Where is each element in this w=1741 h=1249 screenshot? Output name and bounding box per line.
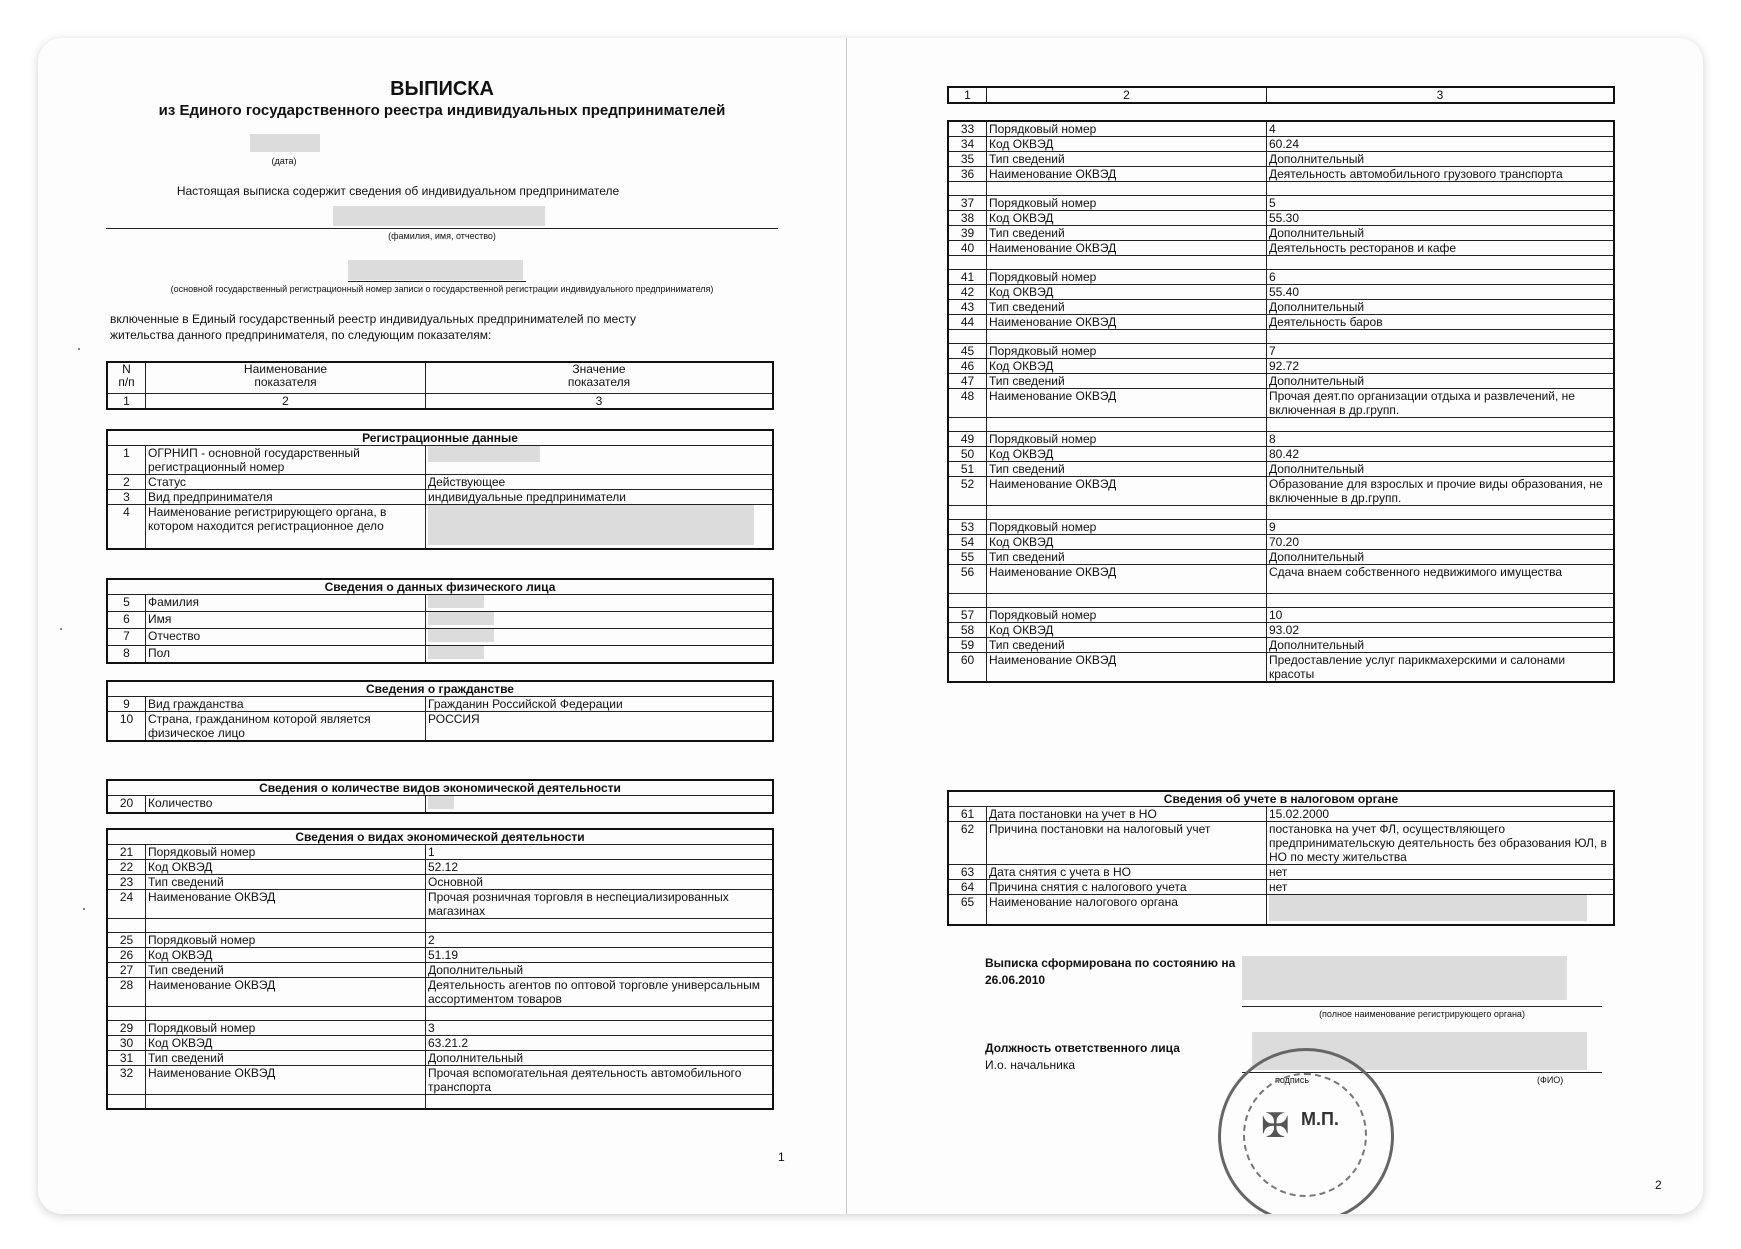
- blank-row: [107, 1007, 773, 1021]
- registrar-line: [1242, 1006, 1602, 1007]
- included-line-1: включенные в Единый государственный реестр индивидуальных предпринимателей по месту: [110, 312, 636, 326]
- table-row: 56 Наименование ОКВЭД Сдача внаем собственного недвижимого имущества: [948, 565, 1614, 594]
- eagle-emblem-icon: ✠: [1261, 1107, 1290, 1145]
- redacted-registrar-name: [1242, 956, 1567, 1000]
- table-row: 23 Тип сведений Основной: [107, 875, 773, 890]
- page-1: [38, 38, 846, 1214]
- table-row: 44 Наименование ОКВЭД Деятельность баров: [948, 315, 1614, 330]
- tax-table: [947, 790, 1615, 926]
- date-caption: (дата): [271, 156, 297, 166]
- redacted-gender: [428, 646, 484, 659]
- table-row: 35 Тип сведений Дополнительный: [948, 152, 1614, 167]
- table-row: 59 Тип сведений Дополнительный: [948, 638, 1614, 653]
- fio-line: [106, 228, 778, 229]
- fio-caption-2: (ФИО): [1537, 1075, 1564, 1085]
- table-row: 31 Тип сведений Дополнительный: [107, 1051, 773, 1066]
- table-row: 64 Причина снятия с налогового учета нет: [948, 880, 1614, 895]
- blank-row: [948, 418, 1614, 432]
- blank-row: [948, 594, 1614, 608]
- header-table: [106, 361, 774, 410]
- table-row: 57 Порядковый номер 10: [948, 608, 1614, 623]
- fio-caption: (фамилия, имя, отчество): [388, 231, 496, 241]
- citizenship-title: Сведения о гражданстве: [107, 681, 773, 697]
- table-row: 34 Код ОКВЭД 60.24: [948, 137, 1614, 152]
- redacted-patronymic: [428, 629, 494, 642]
- table-row: 40 Наименование ОКВЭД Деятельность ресторанов и кафе: [948, 241, 1614, 256]
- page2-header-table: 1 2 3: [947, 86, 1615, 104]
- table-row: 46 Код ОКВЭД 92.72: [948, 359, 1614, 374]
- formed-line-1: Выписка сформирована по состоянию на: [985, 956, 1236, 970]
- page2-activities-table: [947, 120, 1615, 683]
- col3-header: Значение показателя: [426, 362, 774, 394]
- table-row: 45 Порядковый номер 7: [948, 344, 1614, 359]
- doc-title: ВЫПИСКА: [390, 78, 494, 100]
- table-row: 41 Порядковый номер 6: [948, 270, 1614, 285]
- activities-table: [106, 828, 774, 1110]
- ogrnip-caption: (основной государственный регистрационный номер записи о государственной регистрации индивидуального предпринимателя): [170, 284, 714, 294]
- citizenship-table: [106, 680, 774, 742]
- redacted-fio: [333, 206, 545, 226]
- table-row: 4 Наименование регистрирующего органа, в котором находится регистрационное дело: [107, 505, 773, 550]
- registration-title: Регистрационные данные: [107, 430, 773, 446]
- table-row: 6 Имя: [107, 612, 773, 629]
- blank-row: [948, 506, 1614, 520]
- tax-title: Сведения об учете в налоговом органе: [948, 791, 1614, 807]
- table-row: 5 Фамилия: [107, 595, 773, 612]
- table-row: 51 Тип сведений Дополнительный: [948, 462, 1614, 477]
- col3-number: 3: [426, 394, 774, 410]
- table-row: 3 Вид предпринимателя индивидуальные предприниматели: [107, 490, 773, 505]
- blank-row: [107, 1095, 773, 1110]
- table-row: 27 Тип сведений Дополнительный: [107, 963, 773, 978]
- official-value: И.о. начальника: [985, 1058, 1076, 1072]
- table-row: 21 Порядковый номер 1: [107, 845, 773, 860]
- table-row: 50 Код ОКВЭД 80.42: [948, 447, 1614, 462]
- redacted-ogrnip: [348, 260, 523, 280]
- table-row: 9 Вид гражданства Гражданин Российской Федерации: [107, 697, 773, 712]
- blank-row: [948, 330, 1614, 344]
- table-row: 47 Тип сведений Дополнительный: [948, 374, 1614, 389]
- table-row: 25 Порядковый номер 2: [107, 933, 773, 948]
- blank-row: [948, 256, 1614, 270]
- document-spread: [38, 38, 1703, 1214]
- included-line-2: жительства данного предпринимателя, по следующим показателям:: [110, 328, 492, 342]
- table-row: 26 Код ОКВЭД 51.19: [107, 948, 773, 963]
- table-row: 49 Порядковый номер 8: [948, 432, 1614, 447]
- col1-number: 1: [107, 394, 146, 410]
- redacted-count: [428, 796, 454, 809]
- table-row: 2 Статус Действующее: [107, 475, 773, 490]
- table-row: 24 Наименование ОКВЭД Прочая розничная торговля в неспециализированных магазинах: [107, 890, 773, 919]
- redacted-tax-authority: [1269, 895, 1587, 921]
- table-row: 20 Количество: [107, 796, 773, 814]
- table-row: 38 Код ОКВЭД 55.30: [948, 211, 1614, 226]
- ogrnip-line: [348, 281, 526, 282]
- table-row: 58 Код ОКВЭД 93.02: [948, 623, 1614, 638]
- stamp-label: М.П.: [1301, 1109, 1339, 1129]
- activity-count-title: Сведения о количестве видов экономической деятельности: [107, 780, 773, 796]
- redacted-name: [428, 612, 494, 625]
- table-row: 32 Наименование ОКВЭД Прочая вспомогательная деятельность автомобильного транспорта: [107, 1066, 773, 1095]
- registrar-caption: (полное наименование регистрирующего органа): [1319, 1009, 1525, 1019]
- table-row: 39 Тип сведений Дополнительный: [948, 226, 1614, 241]
- blank-row: [948, 182, 1614, 196]
- table-row: 42 Код ОКВЭД 55.40: [948, 285, 1614, 300]
- table-row: 60 Наименование ОКВЭД Предоставление услуг парикмахерскими и салонами красоты: [948, 653, 1614, 683]
- activity-count-table: [106, 779, 774, 814]
- table-row: 8 Пол: [107, 646, 773, 664]
- table-row: 29 Порядковый номер 3: [107, 1021, 773, 1036]
- table-row: 30 Код ОКВЭД 63.21.2: [107, 1036, 773, 1051]
- col2-header: Наименование показателя: [146, 362, 426, 394]
- table-row: 53 Порядковый номер 9: [948, 520, 1614, 535]
- table-row: 28 Наименование ОКВЭД Деятельность агентов по оптовой торговле универсальным ассортиментом товаров: [107, 978, 773, 1007]
- table-row: 63 Дата снятия с учета в НО нет: [948, 865, 1614, 880]
- redacted-surname: [428, 595, 484, 608]
- table-row: 1 ОГРНИП - основной государственный регистрационный номер: [107, 446, 773, 475]
- registration-table: [106, 429, 774, 550]
- table-row: 22 Код ОКВЭД 52.12: [107, 860, 773, 875]
- table-row: 48 Наименование ОКВЭД Прочая деят.по организации отдыха и развлечений, не включенная в др.групп.: [948, 389, 1614, 418]
- table-row: 10 Страна, гражданином которой является физическое лицо РОССИЯ: [107, 712, 773, 742]
- official-label: Должность ответственного лица: [985, 1041, 1180, 1055]
- table-row: 62 Причина постановки на налоговый учет постановка на учет ФЛ, осуществляющего предпринимательскую деятельность без образования ЮЛ, в НО по месту жительства: [948, 822, 1614, 865]
- table-row: 36 Наименование ОКВЭД Деятельность автомобильного грузового транспорта: [948, 167, 1614, 182]
- page-2: [847, 38, 1703, 1214]
- person-title: Сведения о данных физического лица: [107, 579, 773, 595]
- col1-header: N п/п: [107, 362, 146, 394]
- signature-caption: подпись: [1275, 1075, 1310, 1085]
- table-row: 52 Наименование ОКВЭД Образование для взрослых и прочие виды образования, не включенные в др.групп.: [948, 477, 1614, 506]
- table-row: 54 Код ОКВЭД 70.20: [948, 535, 1614, 550]
- table-row: 33 Порядковый номер 4: [948, 121, 1614, 137]
- redacted-date: [250, 134, 320, 152]
- col2-number: 2: [146, 394, 426, 410]
- table-row: 43 Тип сведений Дополнительный: [948, 300, 1614, 315]
- formed-date: 26.06.2010: [985, 973, 1046, 987]
- table-row: 65 Наименование налогового органа: [948, 895, 1614, 926]
- redacted-ogrnip-value: [428, 446, 540, 462]
- official-seal: [1218, 1048, 1394, 1214]
- intro-text: Настоящая выписка содержит сведения об индивидуальном предпринимателе: [176, 184, 620, 198]
- table-row: 55 Тип сведений Дополнительный: [948, 550, 1614, 565]
- table-row: 7 Отчество: [107, 629, 773, 646]
- table-row: 37 Порядковый номер 5: [948, 196, 1614, 211]
- redacted-registrar-value: [428, 505, 754, 545]
- activities-title: Сведения о видах экономической деятельности: [107, 829, 773, 845]
- page-number-2: 2: [1655, 1178, 1662, 1192]
- blank-row: [107, 919, 773, 933]
- doc-subtitle: из Единого государственного реестра индивидуальных предпринимателей: [158, 102, 726, 119]
- table-row: 61 Дата постановки на учет в НО 15.02.2000: [948, 807, 1614, 822]
- person-table: [106, 578, 774, 664]
- page-number-1: 1: [778, 1150, 785, 1164]
